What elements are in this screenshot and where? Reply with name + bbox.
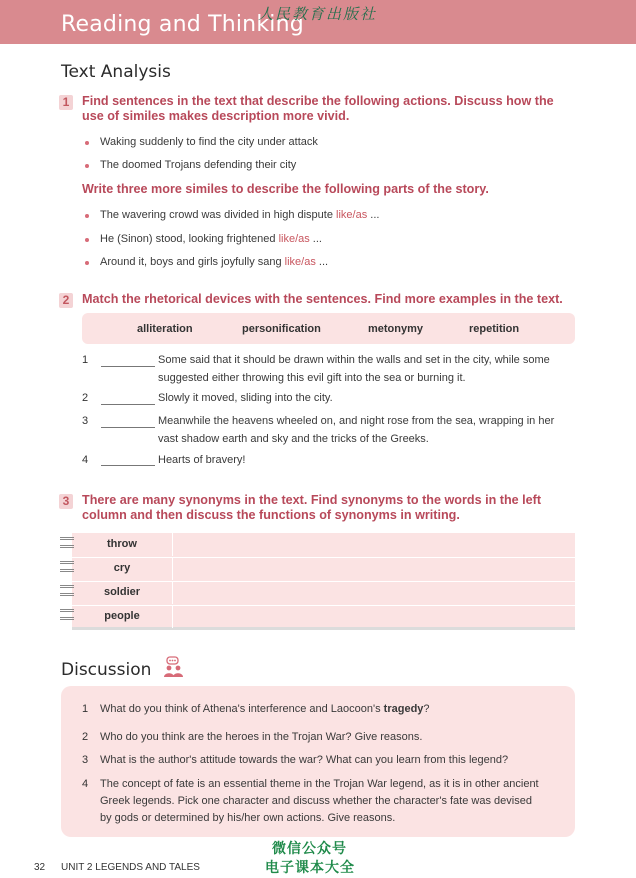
watermark-line-2: 电子课本大全 <box>265 860 355 876</box>
synonym-word: soldier <box>103 586 141 598</box>
simile-item-2: He (Sinon) stood, looking frightened like/as ... <box>100 233 322 245</box>
page-number: 32 <box>34 862 46 873</box>
discussion-question-2: Who do you think are the heroes in the Trojan War? Give reasons. <box>100 731 423 743</box>
synonym-answer-cell[interactable] <box>172 557 575 580</box>
table-row <box>72 581 575 604</box>
simile-item-1: The wavering crowd was divided in high dispute like/as ... <box>100 209 380 221</box>
sentence-3: Meanwhile the heavens wheeled on, and night rose from the sea, wrapping in her vast shadow earth and sky and the tricks of the Greeks. <box>158 415 555 445</box>
question-2-prompt: Match the rhetorical devices with the sentences. Find more examples in the text. <box>82 292 563 306</box>
bullet-icon <box>85 261 89 265</box>
synonym-word: throw <box>107 538 137 550</box>
spiral-binding-icon <box>60 561 74 564</box>
device-alliteration: alliteration <box>137 323 193 335</box>
discussion-question-4: The concept of fate is an essential theme in the Trojan War legend, as it is in other ancient Greek legends. Pick one character and discuss whether the character's fate was devised by gods or determined by his/her own actions. Give reasons. <box>100 778 539 824</box>
sentence-number: 3 <box>82 415 89 427</box>
sentence-number: 4 <box>82 454 89 466</box>
question-3-line-1: There are many synonyms in the text. Find synonyms to the words in the left <box>82 493 542 507</box>
device-personification: personification <box>242 323 321 335</box>
synonym-table <box>72 533 575 630</box>
action-item-1: Waking suddenly to find the city under attack <box>100 136 318 148</box>
question-1-line-2: use of similes makes description more vivid. <box>82 109 350 123</box>
table-row <box>72 557 575 580</box>
question-number-1: 1 <box>59 95 73 110</box>
discussion-question-3: What is the author's attitude towards the war? What can you learn from this legend? <box>100 754 509 766</box>
device-repetition: repetition <box>469 323 520 335</box>
bullet-icon <box>85 141 89 145</box>
answer-blank[interactable] <box>101 366 155 367</box>
action-item-2: The doomed Trojans defending their city <box>100 159 297 171</box>
unit-label: UNIT 2 LEGENDS AND TALES <box>61 862 200 873</box>
publisher-mark: 人民教育出版社 <box>258 5 378 23</box>
bullet-icon <box>85 214 89 218</box>
sentence-4: Hearts of bravery! <box>158 454 246 466</box>
section-title-discussion: Discussion <box>61 660 152 680</box>
sentence-1: Some said that it should be drawn within the walls and set in the city, while some suggested either throwing this evil gift into the sea or burning it. <box>158 354 550 384</box>
question-1-line-1: Find sentences in the text that describe the following actions. Discuss how the <box>82 94 554 108</box>
question-3-line-2: column and then discuss the functions of synonyms in writing. <box>82 508 460 522</box>
synonym-answer-cell[interactable] <box>172 581 575 604</box>
watermark-line-1: 微信公众号 <box>272 841 347 857</box>
table-row <box>72 533 575 556</box>
page-title: Reading and Thinking <box>61 12 304 37</box>
spiral-binding-icon <box>60 537 74 540</box>
discussion-question-1: What do you think of Athena's interference and Laocoon's tragedy? <box>100 703 430 715</box>
discussion-number: 4 <box>82 778 89 790</box>
simile-item-3: Around it, boys and girls joyfully sang like/as ... <box>100 256 329 268</box>
spiral-binding-icon <box>60 569 74 572</box>
question-number-2: 2 <box>59 293 73 308</box>
answer-blank[interactable] <box>101 465 155 466</box>
spiral-binding-icon <box>60 545 74 548</box>
bullet-icon <box>85 238 89 242</box>
synonym-word: people <box>104 610 140 622</box>
discussion-number: 3 <box>82 754 89 766</box>
spiral-binding-icon <box>60 585 74 588</box>
sentence-2: Slowly it moved, sliding into the city. <box>158 392 333 404</box>
sentence-number: 2 <box>82 392 89 404</box>
simile-prompt: Write three more similes to describe the following parts of the story. <box>82 182 489 196</box>
device-metonymy: metonymy <box>368 323 424 335</box>
sentence-number: 1 <box>82 354 89 366</box>
answer-blank[interactable] <box>101 427 155 428</box>
table-row <box>72 605 575 628</box>
rhetorical-devices-bar <box>82 313 575 344</box>
answer-blank[interactable] <box>101 404 155 405</box>
section-title-text-analysis: Text Analysis <box>61 62 171 82</box>
synonym-word: cry <box>113 562 131 574</box>
discussion-people-icon <box>162 656 186 678</box>
spiral-binding-icon <box>60 609 74 612</box>
bullet-icon <box>85 164 89 168</box>
synonym-answer-cell[interactable] <box>172 605 575 628</box>
spiral-binding-icon <box>60 617 74 620</box>
question-number-3: 3 <box>59 494 73 509</box>
synonym-answer-cell[interactable] <box>172 533 575 556</box>
discussion-number: 2 <box>82 731 89 743</box>
spiral-binding-icon <box>60 593 74 596</box>
discussion-number: 1 <box>82 703 89 715</box>
